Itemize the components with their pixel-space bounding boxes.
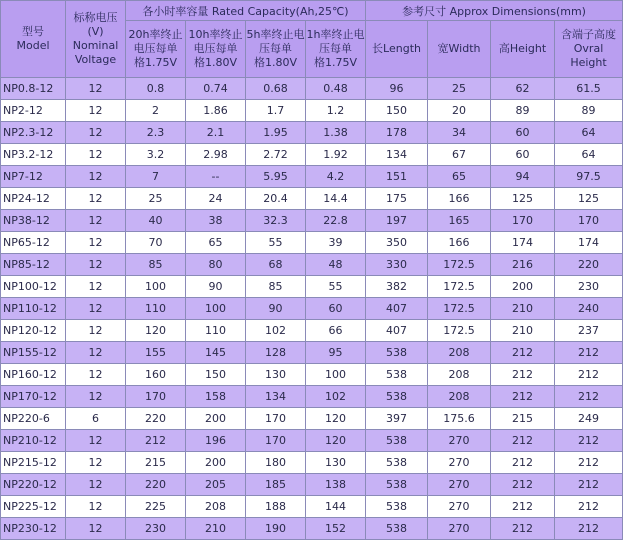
overall-height-cell: 212 [555,364,623,386]
model-cell: NP160-12 [1,364,66,386]
height-cell: 200 [491,276,555,298]
cap-5h-cell: 188 [246,496,306,518]
height-cell: 210 [491,320,555,342]
height-cell: 170 [491,210,555,232]
voltage-cell: 12 [66,122,126,144]
overall-height-cell: 212 [555,518,623,540]
overall-height-cell: 230 [555,276,623,298]
cap-5h-cell: 134 [246,386,306,408]
cap-20h-cell: 2 [126,100,186,122]
table-row [1,474,623,496]
overall-height-header: 含端子高度 Ovral Height [555,21,623,78]
table-row [1,430,623,452]
cap-10h-cell: 0.74 [186,78,246,100]
width-cell: 175.6 [428,408,491,430]
table-row [1,122,623,144]
cap-5h-cell: 130 [246,364,306,386]
overall-height-cell: 64 [555,122,623,144]
voltage-cell: 12 [66,100,126,122]
cap-5h-cell: 128 [246,342,306,364]
length-cell: 538 [366,430,428,452]
cap-10h-cell: 90 [186,276,246,298]
cap-1h-cell: 66 [306,320,366,342]
length-cell: 134 [366,144,428,166]
cap-20h-cell: 25 [126,188,186,210]
length-cell: 397 [366,408,428,430]
height-cell: 212 [491,342,555,364]
cap-10h-cell: 2.98 [186,144,246,166]
table-row [1,166,623,188]
model-cell: NP220-6 [1,408,66,430]
cap-20h-cell: 70 [126,232,186,254]
height-cell: 212 [491,452,555,474]
cap-10h-cell: 80 [186,254,246,276]
model-cell: NP215-12 [1,452,66,474]
overall-height-cell: 97.5 [555,166,623,188]
cap-5h-cell: 0.68 [246,78,306,100]
cap-20h-cell: 40 [126,210,186,232]
voltage-cell: 12 [66,364,126,386]
model-cell: NP3.2-12 [1,144,66,166]
width-cell: 270 [428,474,491,496]
rated-capacity-group-header: 各小时率容量 Rated Capacity(Ah,25℃) [126,1,366,21]
width-cell: 172.5 [428,254,491,276]
table-row [1,188,623,210]
length-cell: 538 [366,364,428,386]
width-cell: 172.5 [428,276,491,298]
cap-5h-cell: 185 [246,474,306,496]
length-cell: 538 [366,452,428,474]
table-row [1,342,623,364]
length-cell: 538 [366,386,428,408]
width-cell: 65 [428,166,491,188]
cap-20h-cell: 220 [126,474,186,496]
table-row [1,408,623,430]
overall-height-cell: 212 [555,496,623,518]
voltage-cell: 12 [66,210,126,232]
model-cell: NP110-12 [1,298,66,320]
model-cell: NP7-12 [1,166,66,188]
model-cell: NP120-12 [1,320,66,342]
cap-10h-cell: 200 [186,452,246,474]
table-row [1,452,623,474]
table-row [1,496,623,518]
cap-10h-cell: 110 [186,320,246,342]
cap-20h-cell: 155 [126,342,186,364]
cap-1h-cell: 48 [306,254,366,276]
table-row [1,518,623,540]
model-cell: NP2.3-12 [1,122,66,144]
length-cell: 96 [366,78,428,100]
cap-10h-cell: 65 [186,232,246,254]
model-cell: NP225-12 [1,496,66,518]
capacity-10h-header: 10h率终止 电压每单 格1.80V [186,21,246,78]
width-cell: 208 [428,386,491,408]
height-cell: 94 [491,166,555,188]
overall-height-cell: 61.5 [555,78,623,100]
model-header: 型号 Model [1,1,66,78]
cap-5h-cell: 20.4 [246,188,306,210]
table-row [1,298,623,320]
table-row [1,210,623,232]
cap-5h-cell: 1.95 [246,122,306,144]
cap-1h-cell: 100 [306,364,366,386]
cap-20h-cell: 230 [126,518,186,540]
overall-height-cell: 64 [555,144,623,166]
voltage-cell: 6 [66,408,126,430]
length-cell: 538 [366,496,428,518]
cap-1h-cell: 39 [306,232,366,254]
voltage-cell: 12 [66,430,126,452]
voltage-cell: 12 [66,144,126,166]
cap-5h-cell: 85 [246,276,306,298]
height-cell: 89 [491,100,555,122]
table-row [1,276,623,298]
width-cell: 166 [428,188,491,210]
model-cell: NP2-12 [1,100,66,122]
height-cell: 212 [491,496,555,518]
overall-height-cell: 170 [555,210,623,232]
cap-10h-cell: 1.86 [186,100,246,122]
height-cell: 216 [491,254,555,276]
capacity-1h-header: 1h率终止电 压每单 格1.75V [306,21,366,78]
capacity-5h-header: 5h率终止电 压每单 格1.80V [246,21,306,78]
model-cell: NP220-12 [1,474,66,496]
voltage-cell: 12 [66,78,126,100]
cap-5h-cell: 170 [246,430,306,452]
width-cell: 208 [428,364,491,386]
height-cell: 212 [491,364,555,386]
height-cell: 62 [491,78,555,100]
dimensions-group-header: 参考尺寸 Approx Dimensions(mm) [366,1,623,21]
cap-5h-cell: 190 [246,518,306,540]
width-cell: 270 [428,496,491,518]
width-cell: 34 [428,122,491,144]
cap-20h-cell: 220 [126,408,186,430]
cap-1h-cell: 120 [306,430,366,452]
width-cell: 270 [428,452,491,474]
voltage-cell: 12 [66,276,126,298]
model-cell: NP65-12 [1,232,66,254]
cap-1h-cell: 22.8 [306,210,366,232]
cap-1h-cell: 0.48 [306,78,366,100]
cap-10h-cell: 100 [186,298,246,320]
cap-20h-cell: 85 [126,254,186,276]
height-cell: 174 [491,232,555,254]
height-header: 高Height [491,21,555,78]
voltage-cell: 12 [66,496,126,518]
overall-height-cell: 240 [555,298,623,320]
width-cell: 67 [428,144,491,166]
width-cell: 165 [428,210,491,232]
height-cell: 215 [491,408,555,430]
cap-5h-cell: 180 [246,452,306,474]
overall-height-cell: 212 [555,452,623,474]
cap-10h-cell: 196 [186,430,246,452]
header-row-group [1,1,623,21]
cap-10h-cell: 145 [186,342,246,364]
cap-5h-cell: 2.72 [246,144,306,166]
table-row [1,320,623,342]
cap-10h-cell: 24 [186,188,246,210]
voltage-cell: 12 [66,518,126,540]
cap-20h-cell: 120 [126,320,186,342]
width-cell: 208 [428,342,491,364]
height-cell: 60 [491,122,555,144]
voltage-cell: 12 [66,232,126,254]
table-row [1,254,623,276]
length-cell: 538 [366,474,428,496]
length-cell: 197 [366,210,428,232]
cap-20h-cell: 160 [126,364,186,386]
table-row [1,232,623,254]
width-header: 宽Width [428,21,491,78]
model-cell: NP38-12 [1,210,66,232]
cap-1h-cell: 1.2 [306,100,366,122]
overall-height-cell: 125 [555,188,623,210]
width-cell: 270 [428,518,491,540]
table-row [1,100,623,122]
cap-20h-cell: 225 [126,496,186,518]
cap-1h-cell: 1.92 [306,144,366,166]
voltage-cell: 12 [66,342,126,364]
height-cell: 210 [491,298,555,320]
cap-1h-cell: 55 [306,276,366,298]
cap-5h-cell: 102 [246,320,306,342]
voltage-cell: 12 [66,474,126,496]
cap-5h-cell: 170 [246,408,306,430]
cap-1h-cell: 1.38 [306,122,366,144]
length-cell: 538 [366,518,428,540]
model-cell: NP85-12 [1,254,66,276]
cap-10h-cell: 200 [186,408,246,430]
voltage-cell: 12 [66,320,126,342]
cap-5h-cell: 32.3 [246,210,306,232]
cap-10h-cell: 210 [186,518,246,540]
length-cell: 538 [366,342,428,364]
height-cell: 60 [491,144,555,166]
length-cell: 407 [366,298,428,320]
length-cell: 407 [366,320,428,342]
cap-10h-cell: 150 [186,364,246,386]
length-cell: 175 [366,188,428,210]
voltage-cell: 12 [66,298,126,320]
overall-height-cell: 174 [555,232,623,254]
voltage-cell: 12 [66,254,126,276]
model-cell: NP0.8-12 [1,78,66,100]
width-cell: 172.5 [428,298,491,320]
cap-1h-cell: 120 [306,408,366,430]
cap-20h-cell: 3.2 [126,144,186,166]
cap-1h-cell: 138 [306,474,366,496]
cap-20h-cell: 170 [126,386,186,408]
cap-10h-cell: 205 [186,474,246,496]
length-cell: 151 [366,166,428,188]
model-cell: NP170-12 [1,386,66,408]
width-cell: 20 [428,100,491,122]
length-cell: 178 [366,122,428,144]
cap-20h-cell: 100 [126,276,186,298]
cap-20h-cell: 110 [126,298,186,320]
cap-1h-cell: 102 [306,386,366,408]
model-cell: NP155-12 [1,342,66,364]
height-cell: 125 [491,188,555,210]
cap-5h-cell: 90 [246,298,306,320]
cap-20h-cell: 0.8 [126,78,186,100]
height-cell: 212 [491,386,555,408]
height-cell: 212 [491,430,555,452]
length-cell: 150 [366,100,428,122]
overall-height-cell: 212 [555,342,623,364]
cap-1h-cell: 152 [306,518,366,540]
width-cell: 25 [428,78,491,100]
cap-1h-cell: 60 [306,298,366,320]
cap-1h-cell: 4.2 [306,166,366,188]
overall-height-cell: 212 [555,474,623,496]
table-row [1,364,623,386]
width-cell: 172.5 [428,320,491,342]
cap-10h-cell: 2.1 [186,122,246,144]
cap-1h-cell: 144 [306,496,366,518]
cap-20h-cell: 2.3 [126,122,186,144]
height-cell: 212 [491,474,555,496]
table-body [1,78,623,540]
voltage-cell: 12 [66,166,126,188]
overall-height-cell: 249 [555,408,623,430]
cap-5h-cell: 5.95 [246,166,306,188]
length-cell: 350 [366,232,428,254]
voltage-cell: 12 [66,452,126,474]
overall-height-cell: 89 [555,100,623,122]
voltage-cell: 12 [66,188,126,210]
cap-1h-cell: 95 [306,342,366,364]
overall-height-cell: 212 [555,386,623,408]
width-cell: 166 [428,232,491,254]
cap-10h-cell: 158 [186,386,246,408]
table-row [1,386,623,408]
height-cell: 212 [491,518,555,540]
overall-height-cell: 212 [555,430,623,452]
cap-5h-cell: 68 [246,254,306,276]
cap-5h-cell: 1.7 [246,100,306,122]
nominal-voltage-header: 标称电压(V) Nominal Voltage [66,1,126,78]
model-cell: NP24-12 [1,188,66,210]
cap-20h-cell: 212 [126,430,186,452]
cap-20h-cell: 215 [126,452,186,474]
cap-10h-cell: -- [186,166,246,188]
length-cell: 382 [366,276,428,298]
table-row [1,78,623,100]
cap-5h-cell: 55 [246,232,306,254]
cap-1h-cell: 130 [306,452,366,474]
length-cell: 330 [366,254,428,276]
cap-10h-cell: 208 [186,496,246,518]
length-header: 长Length [366,21,428,78]
capacity-20h-header: 20h率终止 电压每单 格1.75V [126,21,186,78]
overall-height-cell: 237 [555,320,623,342]
width-cell: 270 [428,430,491,452]
cap-10h-cell: 38 [186,210,246,232]
cap-1h-cell: 14.4 [306,188,366,210]
voltage-cell: 12 [66,386,126,408]
cap-20h-cell: 7 [126,166,186,188]
overall-height-cell: 220 [555,254,623,276]
model-cell: NP100-12 [1,276,66,298]
table-row [1,144,623,166]
model-cell: NP230-12 [1,518,66,540]
model-cell: NP210-12 [1,430,66,452]
